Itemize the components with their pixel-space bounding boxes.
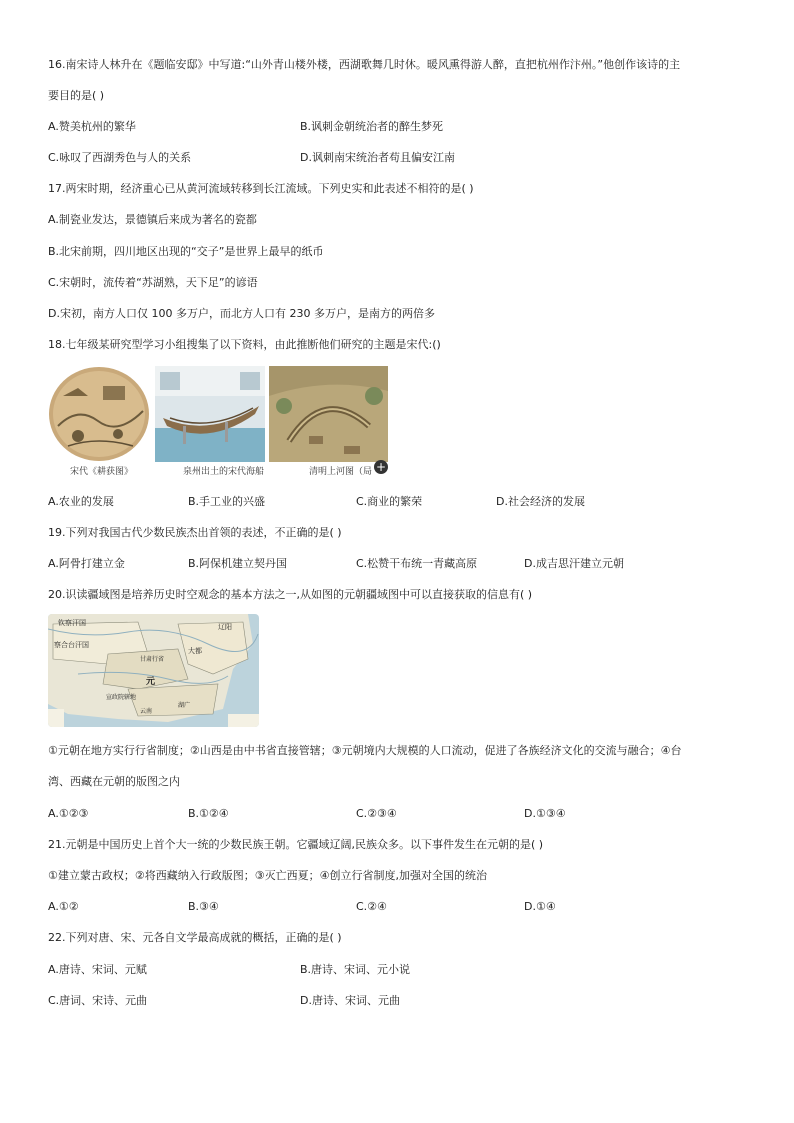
q19-option-d: D.成吉思汗建立元朝 bbox=[524, 557, 624, 570]
q16-stem-line-1: 16.南宋诗人林升在《题临安邸》中写道:“山外青山楼外楼，西湖歌舞几时休。暖风熏得游人醉，直把杭州作汴州。”他创作该诗的主 bbox=[48, 58, 681, 71]
q19-option-c: C.松赞干布统一青藏高原 bbox=[356, 557, 478, 570]
q17-option-c: C.宋朝时，流传着“苏湖熟，天下足”的谚语 bbox=[48, 276, 258, 289]
map-label-liaoyang: 辽阳 bbox=[218, 623, 232, 631]
q19-option-b: B.阿保机建立契丹国 bbox=[188, 557, 288, 570]
q21-option-d: D.①④ bbox=[524, 900, 556, 913]
q20-option-a: A.①②③ bbox=[48, 807, 89, 820]
q19-option-a: A.阿骨打建立金 bbox=[48, 557, 125, 570]
caption-gengHuoTu: 宋代《耕获图》 bbox=[70, 467, 134, 477]
map-label-yuan: 元 bbox=[146, 677, 156, 687]
q21-option-b: B.③④ bbox=[188, 900, 219, 913]
q16-option-d: D.讽刺南宋统治者苟且偏安江南 bbox=[300, 151, 455, 164]
q20-statement-line-2: 湾、西藏在元朝的版图之内 bbox=[48, 775, 180, 788]
q16-option-a: A.赞美杭州的繁华 bbox=[48, 120, 136, 133]
map-label-qincha: 钦察汗国 bbox=[58, 619, 86, 627]
q17-option-d: D.宋初，南方人口仅 100 多万户，而北方人口有 230 多万户，是南方的两倍多 bbox=[48, 307, 435, 320]
q18-option-d: D.社会经济的发展 bbox=[496, 495, 585, 508]
q18-option-a: A.农业的发展 bbox=[48, 495, 114, 508]
yuan-territory-map-image bbox=[48, 614, 259, 727]
zoom-in-icon[interactable]: + bbox=[375, 460, 387, 474]
q18-stem: 18.七年级某研究型学习小组搜集了以下资料，由此推断他们研究的主题是宋代:() bbox=[48, 338, 441, 351]
q16-option-c: C.咏叹了西湖秀色与人的关系 bbox=[48, 151, 192, 164]
painting-gengHuoTu-image bbox=[48, 366, 151, 462]
q22-stem: 22.下列对唐、宋、元各自文学最高成就的概括，正确的是( ) bbox=[48, 931, 342, 944]
q21-statements: ①建立蒙古政权；②将西藏纳入行政版图；③灭亡西夏；④创立行省制度,加强对全国的统治 bbox=[48, 869, 487, 882]
q19-stem: 19.下列对我国古代少数民族杰出首领的表述，不正确的是( ) bbox=[48, 526, 342, 539]
q16-stem-line-2: 要目的是( ) bbox=[48, 89, 105, 102]
map-label-dadu: 大都 bbox=[188, 647, 202, 655]
q21-stem: 21.元朝是中国历史上首个大一统的少数民族王朝。它疆域辽阔,民族众多。以下事件发生在元朝的是( ) bbox=[48, 838, 544, 851]
map-label-chagatai: 察合台汗国 bbox=[54, 641, 89, 649]
map-label-yunnan: 云南 bbox=[140, 708, 153, 715]
q18-option-c: C.商业的繁荣 bbox=[356, 495, 423, 508]
q18-option-b: B.手工业的兴盛 bbox=[188, 495, 266, 508]
q20-statement-line-1: ①元朝在地方实行行省制度；②山西是由中书省直接管辖；③元朝境内大规模的人口流动，促进了各族经济文化的交流与融合；④台 bbox=[48, 744, 682, 757]
caption-song-ship: 泉州出土的宋代海船 bbox=[183, 467, 265, 477]
q22-option-d: D.唐诗、宋词、元曲 bbox=[300, 994, 400, 1007]
map-label-gansu: 甘肃行省 bbox=[140, 656, 165, 663]
q16-option-b: B.讽刺金朝统治者的醉生梦死 bbox=[300, 120, 444, 133]
qingming-painting-image bbox=[269, 366, 388, 462]
q22-option-a: A.唐诗、宋词、元赋 bbox=[48, 963, 147, 976]
song-ship-image bbox=[155, 366, 265, 462]
q20-option-d: D.①③④ bbox=[524, 807, 566, 820]
q20-option-b: B.①②④ bbox=[188, 807, 229, 820]
q20-option-c: C.②③④ bbox=[356, 807, 397, 820]
caption-qingming: 清明上河图（局 bbox=[309, 467, 373, 477]
q22-option-c: C.唐词、宋诗、元曲 bbox=[48, 994, 148, 1007]
q21-option-c: C.②④ bbox=[356, 900, 387, 913]
map-label-xuanzhengyuan: 宣政院辖地 bbox=[106, 694, 137, 701]
map-label-huguang: 湖广 bbox=[178, 702, 191, 709]
q17-option-a: A.制瓷业发达，景德镇后来成为著名的瓷都 bbox=[48, 213, 257, 226]
q17-stem: 17.两宋时期，经济重心已从黄河流域转移到长江流域。下列史实和此表述不相符的是( ) bbox=[48, 182, 474, 195]
q22-option-b: B.唐诗、宋词、元小说 bbox=[300, 963, 411, 976]
q20-stem: 20.识读疆域图是培养历史时空观念的基本方法之一,从如图的元朝疆域图中可以直接获取的信息有( ) bbox=[48, 588, 533, 601]
q21-option-a: A.①② bbox=[48, 900, 79, 913]
q17-option-b: B.北宋前期，四川地区出现的“交子”是世界上最早的纸币 bbox=[48, 245, 324, 258]
